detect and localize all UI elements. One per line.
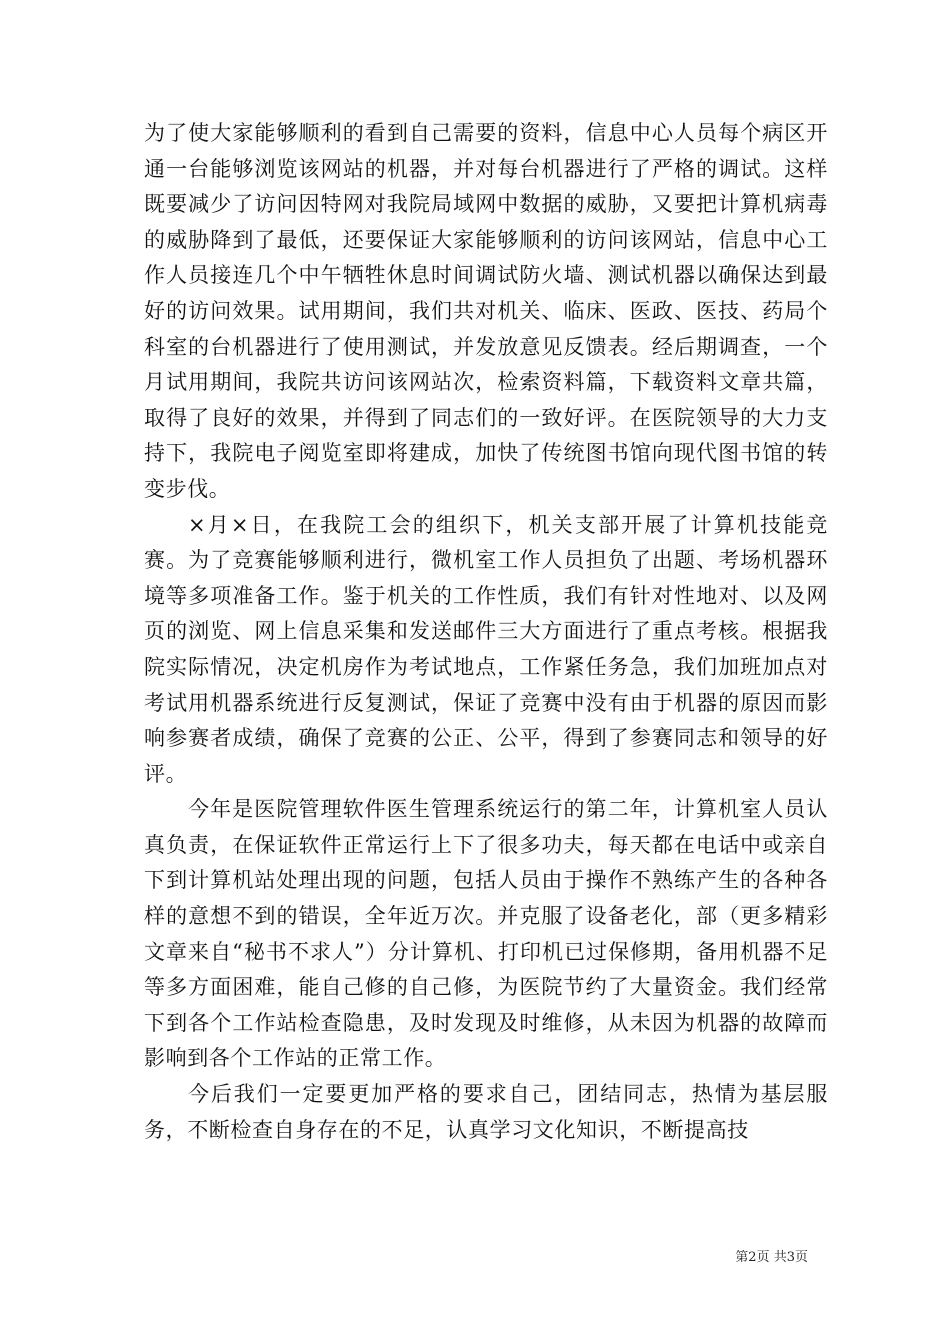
- page-middle-text: 页 共: [756, 1250, 787, 1265]
- paragraph-2: ×月×日，在我院工会的组织下，机关支部开展了计算机技能竞赛。为了竞赛能够顺利进行，微机室工作人员担负了出题、考场机器环境等多项准备工作。鉴于机关的工作性质，我们有针对性地对、以及网页的浏览、网上信息采集和发送邮件三大方面进行了重点考核。根据我院实际情况，决定机房作为考试地点，工作紧任务急，我们加班加点对考试用机器系统进行反复测试，保证了竞赛中没有由于机器的原因而影响参赛者成绩，确保了竞赛的公正、公平，得到了参赛同志和领导的好评。: [144, 512, 828, 786]
- total-pages-number: 3: [786, 1250, 795, 1265]
- page-number-footer: [735, 1246, 808, 1265]
- document-body: [144, 116, 828, 1148]
- paragraph-1: 为了使大家能够顺利的看到自己需要的资料，信息中心人员每个病区开通一台能够浏览该网站的机器，并对每台机器进行了严格的调试。这样既要减少了访问因特网对我院局域网中数据的威胁，又要把计算机病毒的威胁降到了最低，还要保证大家能够顺利的访问该网站，信息中心工作人员接连几个中午牺牲休息时间调试防火墙、测试机器以确保达到最好的访问效果。试用期间，我们共对机关、临床、医政、医技、药局个科室的台机器进行了使用测试，并发放意见反馈表。经后期调查，一个月试用期间，我院共访问该网站次，检索资料篇，下载资料文章共篇，取得了良好的效果，并得到了同志们的一致好评。在医院领导的大力支持下，我院电子阅览室即将建成，加快了传统图书馆向现代图书馆的转变步伐。: [144, 121, 828, 501]
- page-prefix: 第: [735, 1250, 749, 1265]
- current-page-number: 2: [748, 1250, 757, 1265]
- page-suffix: 页: [794, 1250, 808, 1265]
- paragraph-3: 今年是医院管理软件医生管理系统运行的第二年，计算机室人员认真负责，在保证软件正常运行上下了很多功夫，每天都在电话中或亲自下到计算机站处理出现的问题，包括人员由于操作不熟练产生的各种各样的意想不到的错误，全年近万次。并克服了设备老化，部（更多精彩文章来自“秘书不求人”）分计算机、打印机已过保修期，备用机器不足等多方面困难，能自己修的自己修，为医院节约了大量资金。我们经常下到各个工作站检查隐患，及时发现及时维修，从未因为机器的故障而影响到各个工作站的正常工作。: [144, 797, 828, 1071]
- paragraph-4: 今后我们一定要更加严格的要求自己，团结同志，热情为基层服务，不断检查自身存在的不足，认真学习文化知识，不断提高技: [144, 1082, 828, 1142]
